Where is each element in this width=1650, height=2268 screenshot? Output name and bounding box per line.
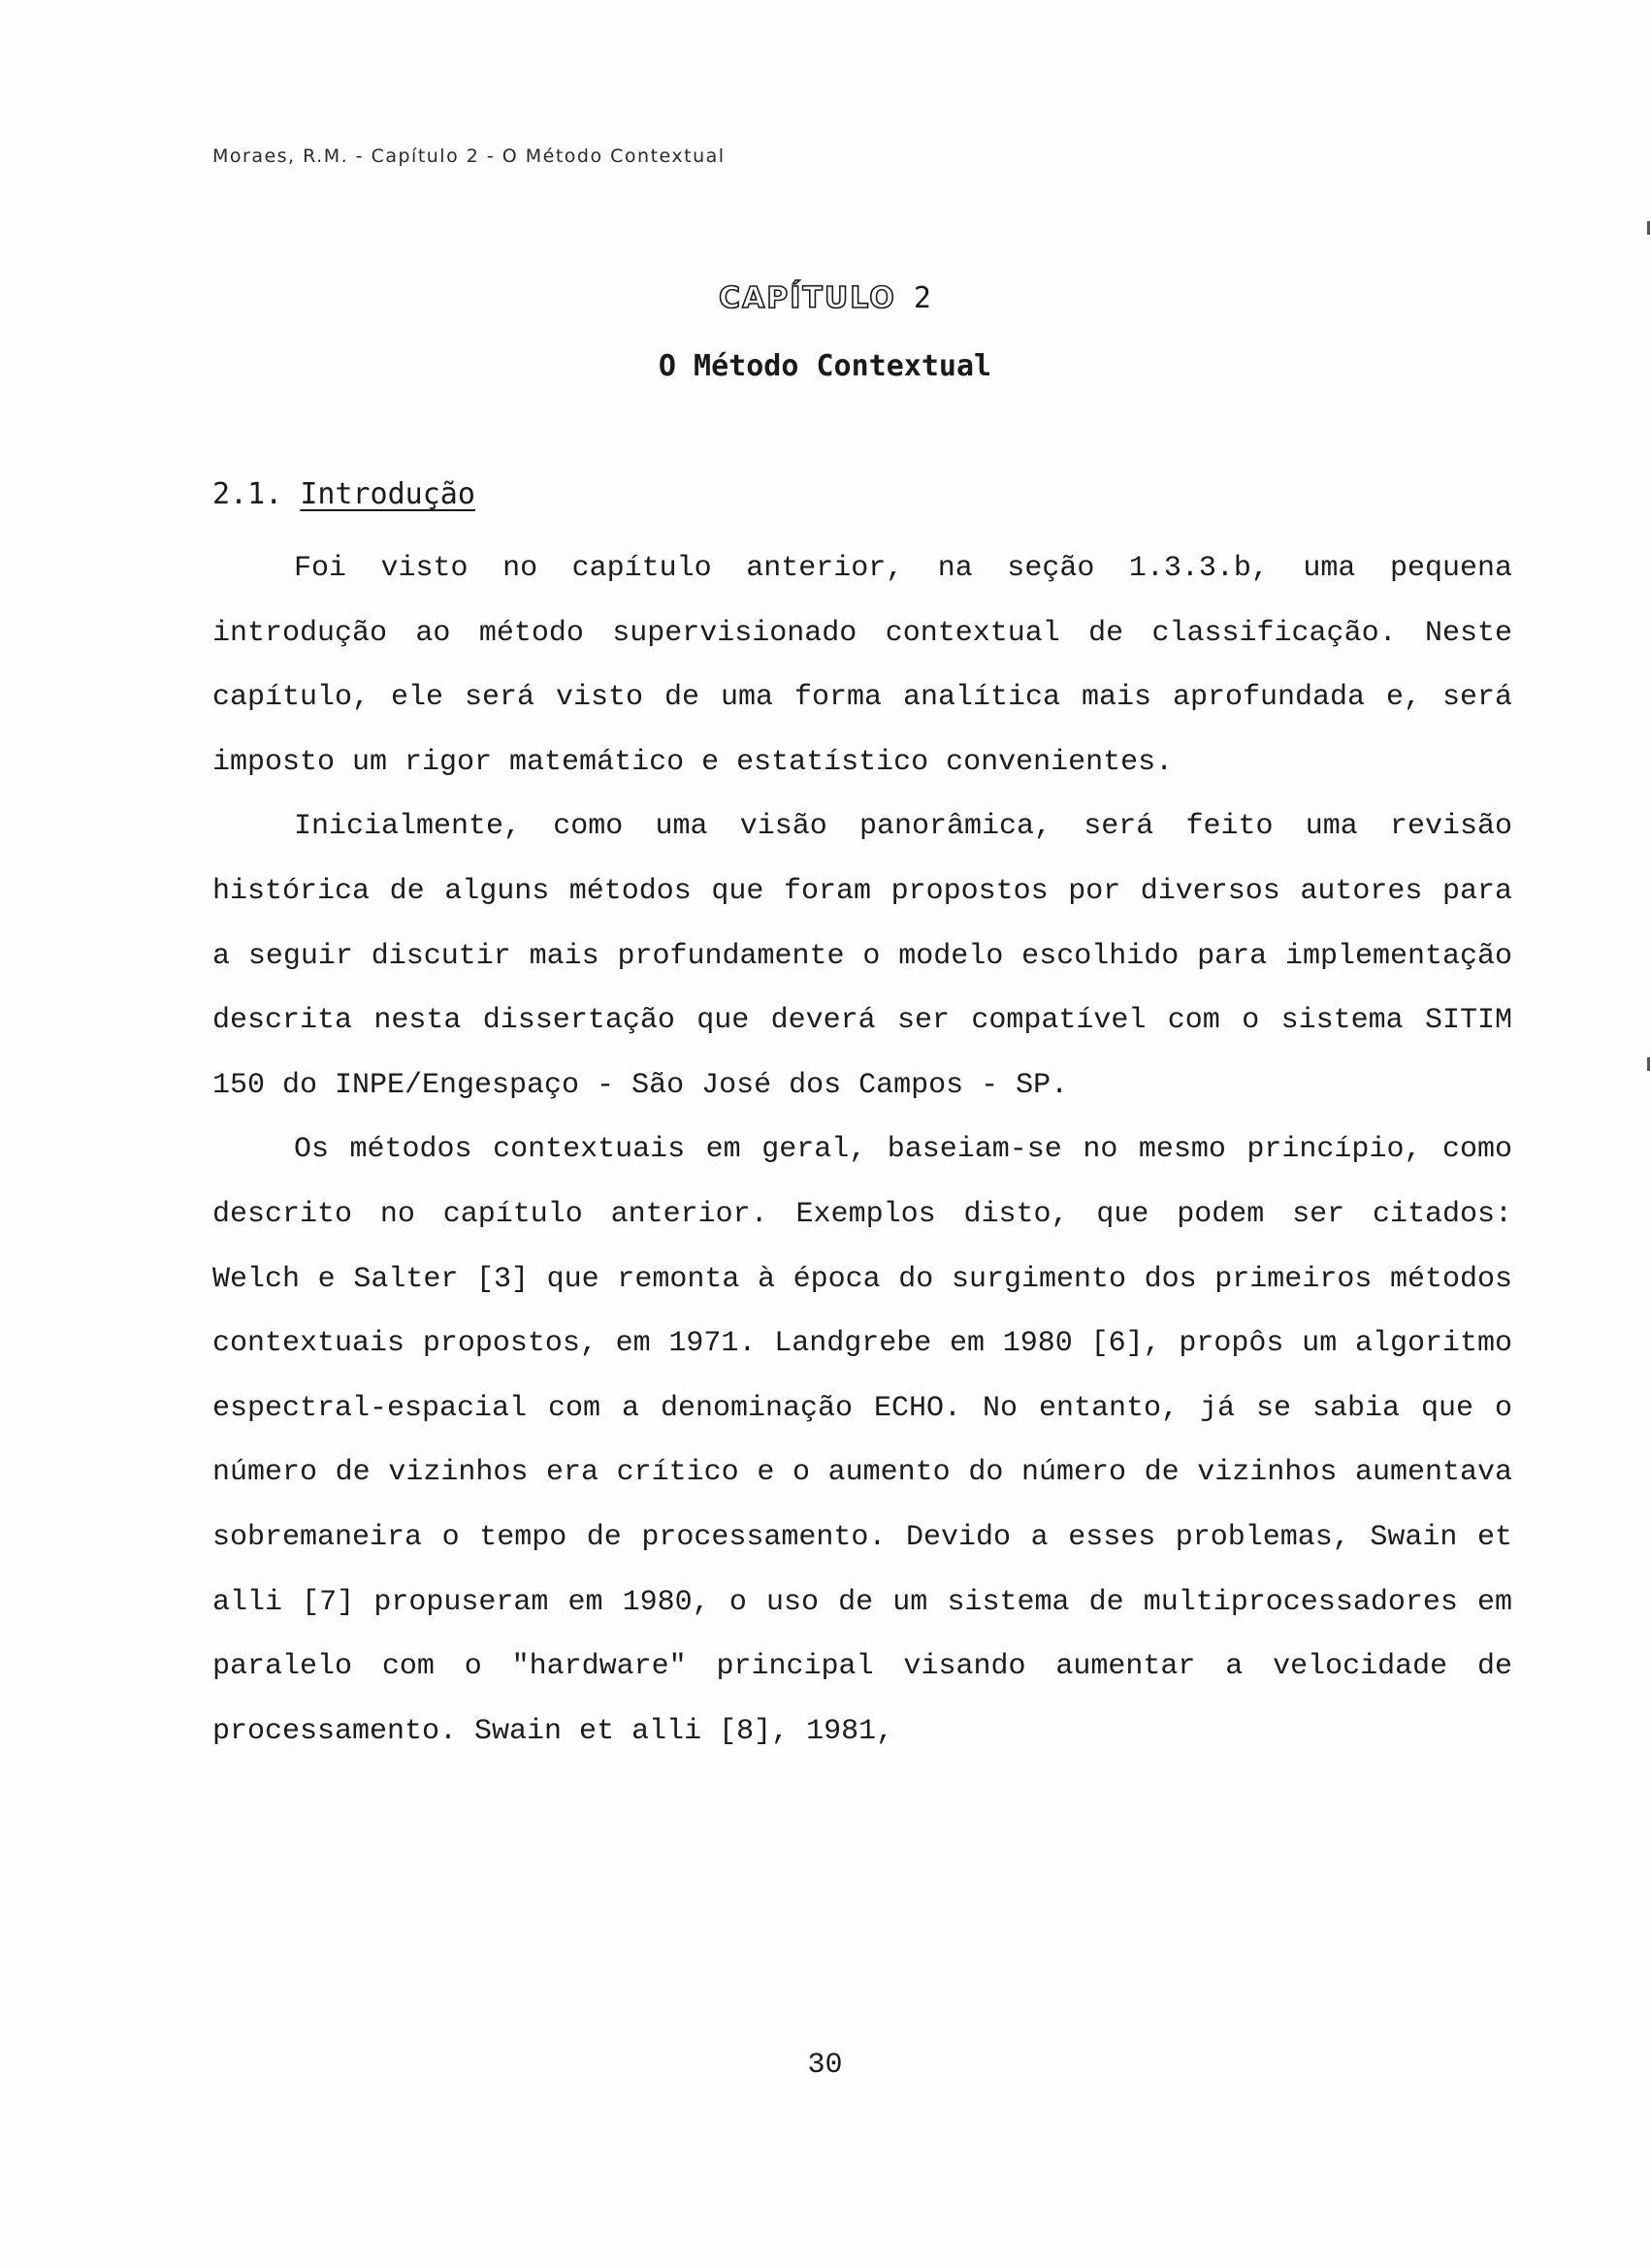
running-header: Moraes, R.M. - Capítulo 2 - O Método Contextual bbox=[212, 146, 726, 167]
paragraph-3: Os métodos contextuais em geral, baseiam-se no mesmo princípio, como descrito no capítulo anterior. Exemplos disto, que podem ser citados: Welch e Salter [3] que remonta à época do surgimento dos primeiros métodos contextuais propostos, em 1971. Landgrebe em 1980 [6], propôs um algoritmo espectral-espacial com a denominação ECHO. No entanto, já se sabia que o número de vizinhos era crítico e o aumento do número de vizinhos aumentava sobremaneira o tempo de processamento. Devido a esses problemas, Swain et alli [7] propuseram em 1980, o uso de um sistema de multiprocessadores em paralelo com o "hardware" principal visando aumentar a velocidade de processamento. Swain et alli [8], 1981, bbox=[212, 1133, 1512, 1748]
chapter-number: 2 bbox=[913, 281, 931, 315]
chapter-heading bbox=[0, 281, 1650, 315]
section-title: Introdução bbox=[300, 477, 475, 511]
section-heading bbox=[212, 477, 475, 511]
page-number: 30 bbox=[807, 2049, 843, 2082]
chapter-label: CAPÍTULO bbox=[719, 281, 896, 315]
section-number: 2.1. bbox=[212, 477, 283, 511]
paragraph-1: Foi visto no capítulo anterior, na seção 1.3.3.b, uma pequena introdução ao método supervisionado contextual de classificação. Neste capítulo, ele será visto de uma forma analítica mais aprofundada e, será imposto um rigor matemático e estatístico convenientes. bbox=[212, 552, 1512, 779]
paragraph-2: Inicialmente, como uma visão panorâmica, será feito uma revisão histórica de alguns métodos que foram propostos por diversos autores para a seguir discutir mais profundamente o modelo escolhido para implementação descrita nesta dissertação que deverá ser compatível com o sistema SITIM 150 do INPE/Engespaço - São José dos Campos - SP. bbox=[212, 810, 1512, 1102]
chapter-title: O Método Contextual bbox=[658, 349, 992, 383]
body-text bbox=[212, 536, 1512, 1764]
